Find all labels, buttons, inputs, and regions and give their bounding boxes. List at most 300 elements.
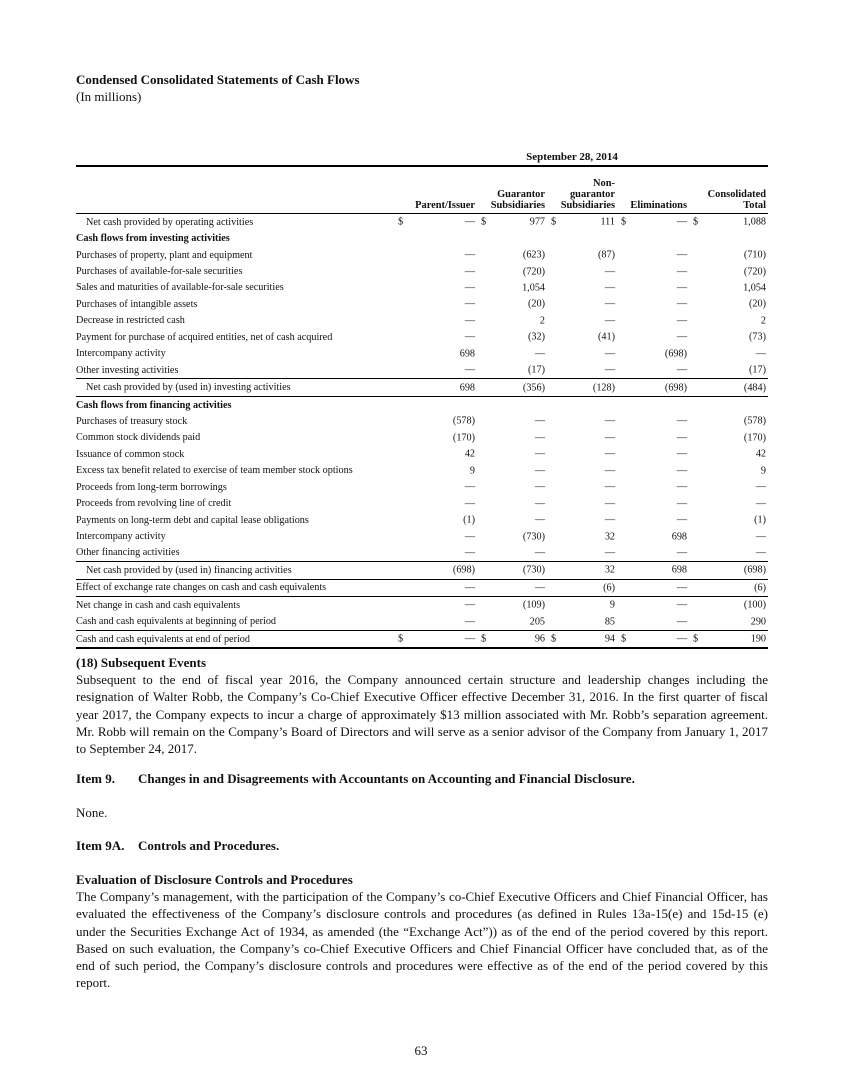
value-cell (477, 263, 547, 279)
period-header: September 28, 2014 (526, 151, 618, 163)
value-cell (617, 545, 689, 562)
cell-value: — (604, 448, 615, 460)
cell-value: — (534, 415, 545, 427)
table-row (76, 512, 768, 528)
column-header (617, 167, 689, 214)
value-cell (394, 579, 477, 596)
cell-value: — (604, 432, 615, 444)
value-cell (689, 463, 768, 479)
cell-value: (170) (452, 432, 475, 444)
value-cell (689, 346, 768, 362)
column-header-line: Subsidiaries (560, 200, 615, 211)
table-row (76, 413, 768, 429)
cell-value: (698) (743, 564, 766, 576)
value-cell (547, 528, 617, 544)
cell-value: — (676, 432, 687, 444)
table-row (76, 329, 768, 345)
table-row (76, 479, 768, 495)
dollar-sign: $ (481, 633, 487, 645)
value-cell (689, 329, 768, 345)
cell-value: — (676, 364, 687, 376)
cell-value: (87) (598, 249, 615, 261)
cell-value: 42 (464, 448, 475, 460)
value-cell (547, 495, 617, 511)
cell-value: 111 (600, 216, 615, 228)
cell-value: (20) (528, 298, 545, 310)
value-cell (477, 495, 547, 511)
cell-value: (720) (743, 266, 766, 278)
table-row (76, 446, 768, 462)
cell-value: — (676, 616, 687, 628)
row-label: Cash flows from investing activities (76, 233, 230, 245)
column-header (394, 167, 477, 214)
value-cell (394, 512, 477, 528)
cell-value: — (755, 547, 766, 559)
value-cell (547, 512, 617, 528)
column-header-row (76, 167, 768, 214)
table-body (76, 214, 768, 649)
value-cell (394, 230, 477, 246)
section-header-row (76, 396, 768, 413)
value-cell (617, 597, 689, 614)
value-cell (547, 379, 617, 396)
table-row (76, 263, 768, 279)
subsequent-events-heading: (18) Subsequent Events (76, 655, 207, 670)
cell-value: 205 (529, 616, 545, 628)
value-cell (689, 512, 768, 528)
row-label: Other financing activities (76, 547, 180, 559)
subsequent-events-section (76, 654, 768, 757)
dollar-sign: $ (398, 216, 404, 228)
value-cell (617, 579, 689, 596)
value-cell (547, 463, 617, 479)
value-cell (617, 495, 689, 511)
dollar-sign: $ (693, 216, 699, 228)
cell-value: (1) (463, 514, 475, 526)
column-header-line: Total (743, 200, 766, 211)
value-cell (547, 579, 617, 596)
value-cell (689, 396, 768, 413)
cell-value: (356) (522, 382, 545, 394)
cell-value: (32) (528, 331, 545, 343)
row-label: Decrease in restricted cash (76, 315, 185, 327)
cell-value: — (534, 465, 545, 477)
value-cell (477, 512, 547, 528)
value-cell (477, 597, 547, 614)
value-cell (689, 379, 768, 396)
value-cell (477, 280, 547, 296)
value-cell (477, 630, 547, 648)
table-row (76, 280, 768, 296)
cell-value: 698 (459, 348, 475, 360)
cell-value: — (464, 531, 475, 543)
cell-value: — (464, 282, 475, 294)
cell-value: 190 (750, 633, 766, 645)
value-cell (689, 214, 768, 231)
cell-value: — (464, 315, 475, 327)
value-cell (689, 313, 768, 329)
cell-value: (698) (664, 382, 687, 394)
value-cell (477, 313, 547, 329)
cell-value: 32 (604, 531, 615, 543)
value-cell (689, 545, 768, 562)
table-row (76, 430, 768, 446)
cell-value: — (604, 298, 615, 310)
value-cell (547, 362, 617, 379)
row-label: Excess tax benefit related to exercise of team member stock options (76, 465, 353, 477)
column-header-line: guarantor (569, 189, 615, 200)
table-row (76, 379, 768, 396)
value-cell (394, 296, 477, 312)
value-cell (477, 545, 547, 562)
row-label: Sales and maturities of available-for-sale securities (76, 282, 284, 294)
table-row (76, 630, 768, 648)
cell-value: (623) (522, 249, 545, 261)
row-label: Cash flows from financing activities (76, 399, 232, 411)
value-cell (477, 413, 547, 429)
cell-value: (578) (452, 415, 475, 427)
cell-value: 698 (459, 382, 475, 394)
cell-value: — (755, 348, 766, 360)
value-cell (394, 479, 477, 495)
cell-value: (100) (743, 599, 766, 611)
cell-value: (17) (749, 364, 766, 376)
cell-value: 32 (604, 564, 615, 576)
cell-value: — (464, 599, 475, 611)
cell-value: (109) (522, 599, 545, 611)
column-header-line: Subsidiaries (490, 200, 545, 211)
value-cell (547, 214, 617, 231)
value-cell (477, 396, 547, 413)
cell-value: (698) (452, 564, 475, 576)
value-cell (477, 296, 547, 312)
value-cell (617, 413, 689, 429)
value-cell (617, 329, 689, 345)
value-cell (477, 362, 547, 379)
dollar-sign: $ (481, 216, 487, 228)
value-cell (477, 446, 547, 462)
cell-value: 42 (755, 448, 766, 460)
table-row (76, 313, 768, 329)
value-cell (617, 214, 689, 231)
column-header-line: Consolidated (707, 189, 766, 200)
value-cell (689, 562, 768, 579)
cell-value: — (604, 266, 615, 278)
value-cell (689, 413, 768, 429)
row-label: Net cash provided by (used in) financing activities (76, 562, 394, 579)
row-label: Proceeds from revolving line of credit (76, 498, 232, 510)
value-cell (689, 614, 768, 631)
cell-value: (730) (522, 531, 545, 543)
table-row (76, 545, 768, 562)
column-header (547, 167, 617, 214)
value-cell (394, 562, 477, 579)
value-cell (617, 362, 689, 379)
cell-value: — (676, 448, 687, 460)
value-cell (617, 379, 689, 396)
cell-value: — (676, 481, 687, 493)
cell-value: — (464, 616, 475, 628)
row-label: Purchases of intangible assets (76, 298, 198, 310)
column-header-line: Non- (593, 178, 615, 189)
value-cell (547, 413, 617, 429)
row-label: Cash and cash equivalents at end of period (76, 630, 394, 648)
value-cell (547, 446, 617, 462)
cell-value: — (464, 331, 475, 343)
dollar-sign: $ (621, 633, 627, 645)
cash-flow-table (76, 167, 768, 649)
cell-value: 9 (609, 599, 615, 611)
value-cell (394, 597, 477, 614)
value-cell (547, 230, 617, 246)
value-cell (394, 280, 477, 296)
cell-value: — (534, 448, 545, 460)
value-cell (477, 528, 547, 544)
row-label: Purchases of property, plant and equipment (76, 249, 253, 261)
cell-value: 9 (469, 465, 475, 477)
column-header (689, 167, 768, 214)
cell-value: — (604, 348, 615, 360)
value-cell (547, 296, 617, 312)
item-9a-number: Item 9A. (76, 838, 125, 853)
statement-title: Condensed Consolidated Statements of Cash Flows (76, 72, 360, 87)
value-cell (547, 313, 617, 329)
table-row (76, 296, 768, 312)
cell-value: — (676, 514, 687, 526)
value-cell (617, 247, 689, 263)
value-cell (547, 545, 617, 562)
value-cell (394, 495, 477, 511)
cell-value: 2 (539, 315, 545, 327)
value-cell (617, 614, 689, 631)
cell-value: (710) (743, 249, 766, 261)
cell-value: (1) (754, 514, 766, 526)
cell-value: (730) (522, 564, 545, 576)
cell-value: (698) (664, 348, 687, 360)
cell-value: — (534, 432, 545, 444)
table-row (76, 346, 768, 362)
cell-value: 290 (750, 616, 766, 628)
cell-value: — (464, 582, 475, 594)
row-label: Payments on long-term debt and capital lease obligations (76, 514, 309, 526)
dollar-sign: $ (551, 216, 557, 228)
value-cell (617, 396, 689, 413)
value-cell (477, 562, 547, 579)
cell-value: 2 (760, 315, 766, 327)
subsequent-events-body: Subsequent to the end of fiscal year 2016, the Company announced certain structure and leadership changes including the resignation of Walter Robb, the Company’s Co-Chief Executive Officer effective December 31, 2016. In the first quarter of fiscal year 2017, the Company expects to incur a charge of approximately $13 million associated with Mr. Robb’s separation agreement. Mr. Robb will remain on the Company’s Board of Directors and will serve as a senior advisor of the Company from January 1, 2017 to September 24, 2017. (76, 672, 768, 757)
value-cell (617, 296, 689, 312)
cell-value: — (464, 481, 475, 493)
cell-value: — (464, 633, 475, 645)
row-label: Intercompany activity (76, 348, 166, 360)
value-cell (617, 280, 689, 296)
table-row (76, 247, 768, 263)
cell-value: — (604, 514, 615, 526)
value-cell (394, 413, 477, 429)
cell-value: — (604, 315, 615, 327)
value-cell (689, 479, 768, 495)
value-cell (617, 313, 689, 329)
value-cell (547, 263, 617, 279)
cell-value: — (604, 547, 615, 559)
cell-value: (6) (754, 582, 766, 594)
value-cell (394, 463, 477, 479)
table-row (76, 463, 768, 479)
value-cell (617, 463, 689, 479)
value-cell (689, 280, 768, 296)
cell-value: — (676, 298, 687, 310)
value-cell (394, 614, 477, 631)
value-cell (477, 379, 547, 396)
cell-value: 977 (529, 216, 545, 228)
value-cell (689, 579, 768, 596)
row-label: Cash and cash equivalents at beginning of period (76, 614, 394, 631)
value-cell (547, 329, 617, 345)
cell-value: — (676, 216, 687, 228)
cell-value: — (464, 547, 475, 559)
row-label: Proceeds from long-term borrowings (76, 481, 227, 493)
cell-value: 94 (604, 633, 615, 645)
cell-value: — (534, 514, 545, 526)
value-cell (617, 230, 689, 246)
value-cell (394, 545, 477, 562)
cell-value: 85 (604, 616, 615, 628)
value-cell (689, 446, 768, 462)
cell-value: — (676, 249, 687, 261)
cell-value: — (534, 348, 545, 360)
cell-value: (41) (598, 331, 615, 343)
value-cell (394, 396, 477, 413)
row-label: Net cash provided by operating activities (86, 216, 254, 228)
value-cell (394, 362, 477, 379)
value-cell (477, 479, 547, 495)
cell-value: — (464, 364, 475, 376)
item-9-heading (76, 771, 635, 787)
value-cell (689, 597, 768, 614)
table-row (76, 579, 768, 596)
column-header-line: Guarantor (497, 189, 545, 200)
row-label: Issuance of common stock (76, 448, 185, 460)
value-cell (394, 379, 477, 396)
value-cell (477, 614, 547, 631)
cell-value: — (676, 633, 687, 645)
value-cell (547, 247, 617, 263)
value-cell (394, 630, 477, 648)
row-label: Common stock dividends paid (76, 432, 201, 444)
cell-value: — (676, 415, 687, 427)
cell-value: — (604, 364, 615, 376)
cell-value: — (604, 415, 615, 427)
cell-value: (17) (528, 364, 545, 376)
value-cell (547, 479, 617, 495)
value-cell (477, 463, 547, 479)
section-header-row (76, 230, 768, 246)
row-label: Net change in cash and cash equivalents (76, 599, 241, 611)
cell-value: — (604, 465, 615, 477)
value-cell (547, 597, 617, 614)
cell-value: (73) (749, 331, 766, 343)
item-9-body: None. (76, 805, 108, 820)
value-cell (394, 214, 477, 231)
value-cell (477, 214, 547, 231)
cell-value: — (676, 547, 687, 559)
item-9a-heading (76, 838, 279, 854)
table-row (76, 597, 768, 614)
cell-value: — (604, 498, 615, 510)
value-cell (689, 296, 768, 312)
value-cell (617, 446, 689, 462)
cell-value: (720) (522, 266, 545, 278)
value-cell (547, 346, 617, 362)
value-cell (617, 346, 689, 362)
item-9a-title: Controls and Procedures. (138, 838, 280, 853)
cell-value: — (676, 465, 687, 477)
cell-value: — (676, 599, 687, 611)
cell-value: 1,054 (743, 282, 766, 294)
value-cell (477, 430, 547, 446)
row-label: Intercompany activity (76, 531, 166, 543)
cell-value: — (676, 266, 687, 278)
cell-value: — (604, 481, 615, 493)
cell-value: (6) (603, 582, 615, 594)
cell-value: — (464, 249, 475, 261)
value-cell (394, 346, 477, 362)
value-cell (547, 562, 617, 579)
table-row (76, 362, 768, 379)
row-label: Effect of exchange rate changes on cash and cash equivalents (76, 579, 394, 596)
cell-value: (170) (743, 432, 766, 444)
cell-value: — (534, 547, 545, 559)
page-number: 63 (414, 1043, 428, 1058)
table-row (76, 214, 768, 231)
cell-value: 698 (671, 531, 687, 543)
value-cell (617, 430, 689, 446)
cash-flow-table-section (76, 150, 768, 649)
dollar-sign: $ (398, 633, 404, 645)
value-cell (689, 230, 768, 246)
cell-value: — (534, 498, 545, 510)
value-cell (547, 614, 617, 631)
value-cell (547, 280, 617, 296)
row-label: Payment for purchase of acquired entities, net of cash acquired (76, 331, 333, 343)
value-cell (394, 528, 477, 544)
value-cell (689, 528, 768, 544)
cell-value: 1,054 (522, 282, 545, 294)
value-cell (617, 263, 689, 279)
value-cell (689, 495, 768, 511)
cell-value: 1,088 (743, 216, 766, 228)
cell-value: — (755, 531, 766, 543)
value-cell (617, 630, 689, 648)
cell-value: — (464, 498, 475, 510)
value-cell (617, 562, 689, 579)
cell-value: — (464, 216, 475, 228)
value-cell (477, 579, 547, 596)
cell-value: — (676, 315, 687, 327)
cell-value: (20) (749, 298, 766, 310)
cell-value: (484) (743, 382, 766, 394)
dollar-sign: $ (693, 633, 699, 645)
value-cell (394, 430, 477, 446)
cell-value: 9 (760, 465, 766, 477)
column-header (477, 167, 547, 214)
cell-value: — (755, 481, 766, 493)
evaluation-section (76, 871, 768, 991)
dollar-sign: $ (621, 216, 627, 228)
cell-value: — (676, 582, 687, 594)
row-label: Other investing activities (76, 364, 179, 376)
cell-value: — (464, 298, 475, 310)
